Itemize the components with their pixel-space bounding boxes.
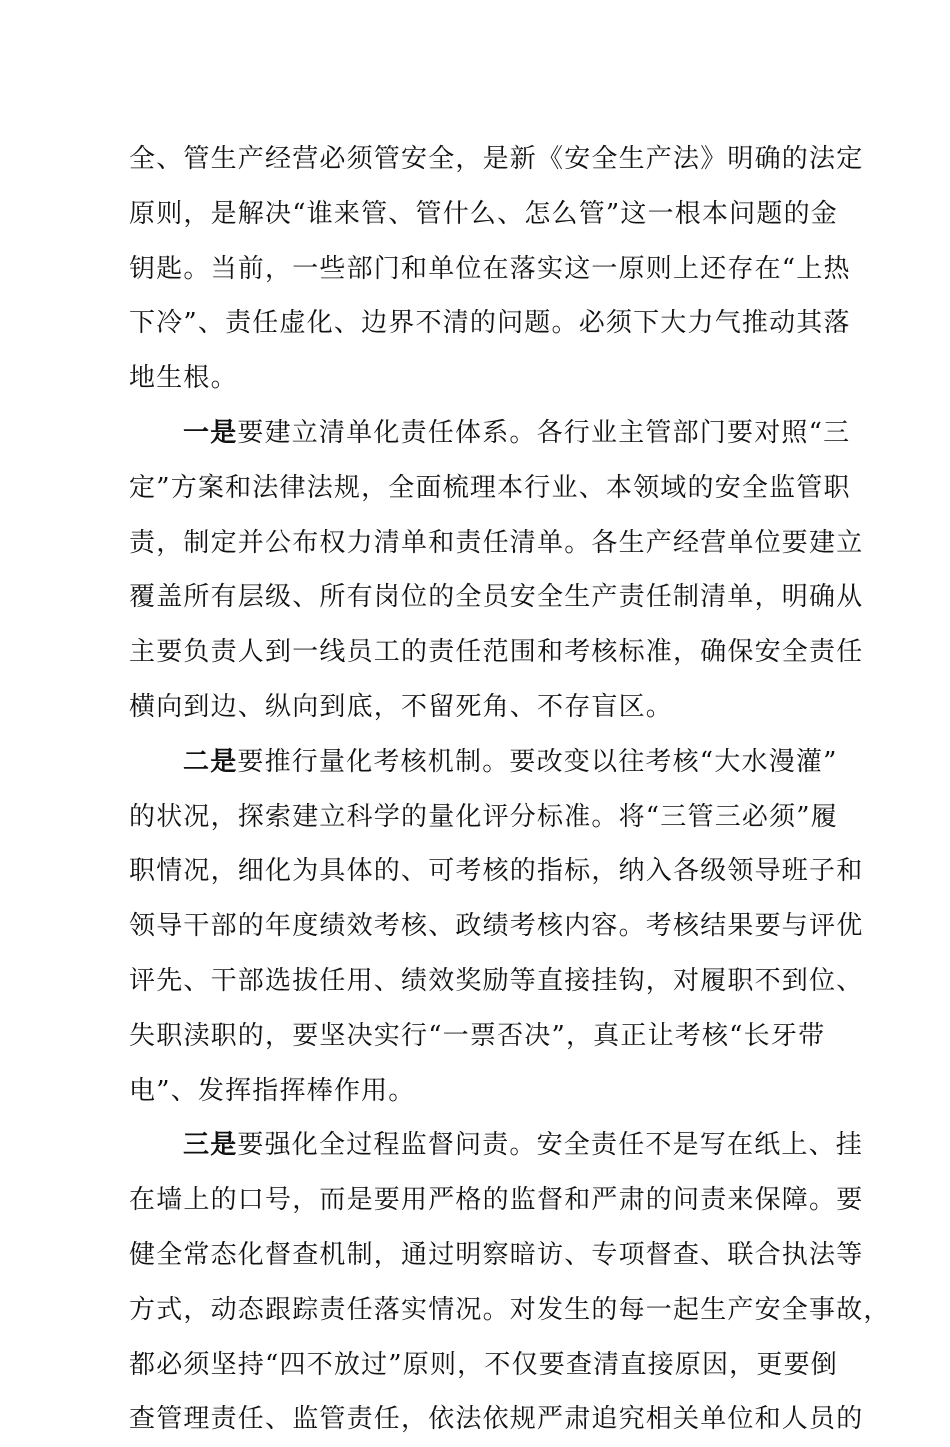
text-line: 原则，是解决“谁来管、管什么、怎么管”这一根本问题的金 — [129, 198, 838, 229]
text-line — [129, 406, 851, 461]
text-line: 职情况，细化为具体的、可考核的指标，纳入各级领导班子和 — [129, 856, 864, 887]
text-line — [129, 1118, 864, 1173]
text-line: 的状况，探索建立科学的量化评分标准。将“三管三必须”履 — [129, 801, 838, 832]
text-line: 失职渎职的，要坚决实行“一票否决”，真正让考核“长牙带 — [129, 1020, 826, 1051]
text-line — [129, 735, 838, 790]
text-line: 覆盖所有层级、所有岗位的全员安全生产责任制清单，明确从 — [129, 582, 864, 613]
text-segment: 要强化全过程监督问责。安全责任不是写在纸上、挂 — [237, 1130, 864, 1161]
text-line: 地生根。 — [129, 363, 238, 394]
text-line: 下冷”、责任虚化、边界不清的问题。必须下大力气推动其落 — [129, 308, 851, 339]
paragraph-point-three — [129, 1118, 891, 1447]
text-line: 主要负责人到一线员工的责任范围和考核标准，确保安全责任 — [129, 637, 864, 668]
paragraph-point-two — [129, 735, 864, 1119]
text-line: 方式，动态跟踪责任落实情况。对发生的每一起生产安全事故， — [129, 1294, 891, 1325]
text-segment: 要推行量化考核机制。要改变以往考核“大水漫灌” — [237, 746, 838, 777]
text-segment: 要建立清单化责任体系。各行业主管部门要对照“三 — [237, 417, 851, 448]
text-line: 钥匙。当前，一些部门和单位在落实这一原则上还存在“上热 — [129, 253, 851, 284]
document-body — [129, 132, 891, 1447]
text-line: 全、管生产经营必须管安全，是新《安全生产法》明确的法定 — [129, 144, 864, 174]
text-line: 查管理责任、监管责任，依法依规严肃追究相关单位和人员的 — [129, 1404, 864, 1435]
point-lead: 三是 — [183, 1130, 238, 1161]
text-line: 定”方案和法律法规，全面梳理本行业、本领域的安全监管职 — [129, 472, 851, 503]
text-line: 领导干部的年度绩效考核、政绩考核内容。考核结果要与评优 — [129, 911, 864, 942]
point-lead: 一是 — [183, 417, 238, 448]
point-lead: 二是 — [183, 746, 238, 777]
paragraph-intro — [129, 132, 864, 406]
text-line: 评先、干部选拔任用、绩效奖励等直接挂钩，对履职不到位、 — [129, 965, 864, 996]
text-line: 电”、发挥指挥棒作用。 — [129, 1075, 416, 1106]
text-line: 在墙上的口号，而是要用严格的监督和严肃的问责来保障。要 — [129, 1185, 864, 1216]
paragraph-point-one — [129, 406, 864, 735]
text-line: 都必须坚持“四不放过”原则，不仅要查清直接原因，更要倒 — [129, 1349, 838, 1380]
text-line: 健全常态化督查机制，通过明察暗访、专项督查、联合执法等 — [129, 1239, 864, 1270]
text-line: 责，制定并公布权力清单和责任清单。各生产经营单位要建立 — [129, 527, 864, 558]
text-line: 横向到边、纵向到底，不留死角、不存盲区。 — [129, 691, 674, 722]
